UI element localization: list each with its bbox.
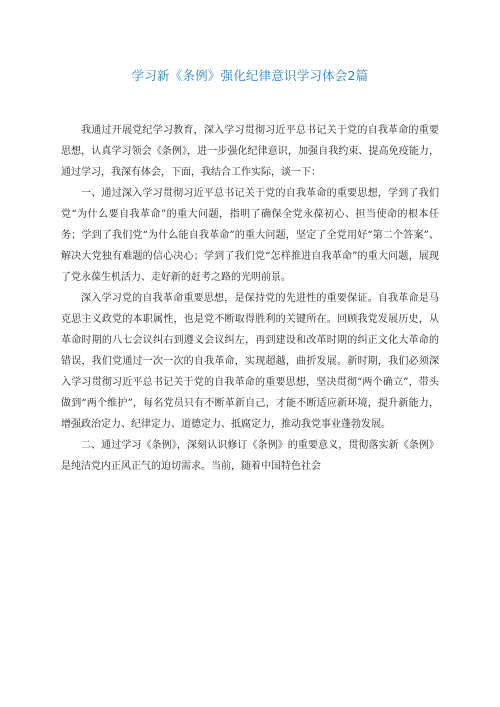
- paragraph-intro: 我通过开展党纪学习教育，深入学习贯彻习近平总书记关于党的自我革命的重要思想，认真学习领会《条例》，进一步强化纪律意识，加强自我约束、提高免疫能力，通过学习，我深有体会，下面，我结合工作实际，谈一下：: [61, 125, 439, 178]
- paragraph-self-revolution: 深入学习党的自我革命重要思想，是保持党的先进性的重要保证。自我革命是马克思主义政党的本职属性，也是党不断取得胜利的关键所在。回顾我党发展历史，从革命时期的八七会议纠右到遵义会议纠左，再到建设和改革时期的纠正文化大革命的错误，我们党通过一次一次的自我革命，实现超越，曲折发展。新时期，我们必须深入学习贯彻习近平总书记关于党的自我革命的重要思想，坚决贯彻“两个确立”，带头做到“两个维护”，每名党员只有不断革新自己，才能不断适应新环境，提升新能力，增强政治定力、纪律定力、道德定力、抵腐定力，推动我党事业蓬勃发展。: [61, 293, 439, 430]
- document-title: 学习新《条例》强化纪律意识学习体会2篇: [131, 68, 369, 83]
- paragraph-section-two: 二、通过学习《条例》，深刻认识修订《条例》的重要意义，贯彻落实新《条例》是纯洁党内正风正气的迫切需求。当前，随着中国特色社会: [61, 440, 439, 472]
- document-body: [61, 120, 439, 477]
- paragraph-section-one: 一、通过深入学习贯彻习近平总书记关于党的自我革命的重要思想，学到了我们党“为什么要自我革命”的重大问题，指明了确保全党永葆初心、担当使命的根本任务；学到了我们党“为什么能自我革命”的重大问题，坚定了全党用好“第二个答案”、解决大党独有难题的信心决心；学到了我们党“怎样推进自我革命”的重大问题，展现了党永葆生机活力、走好新的赶考之路的光明前景。: [61, 188, 439, 283]
